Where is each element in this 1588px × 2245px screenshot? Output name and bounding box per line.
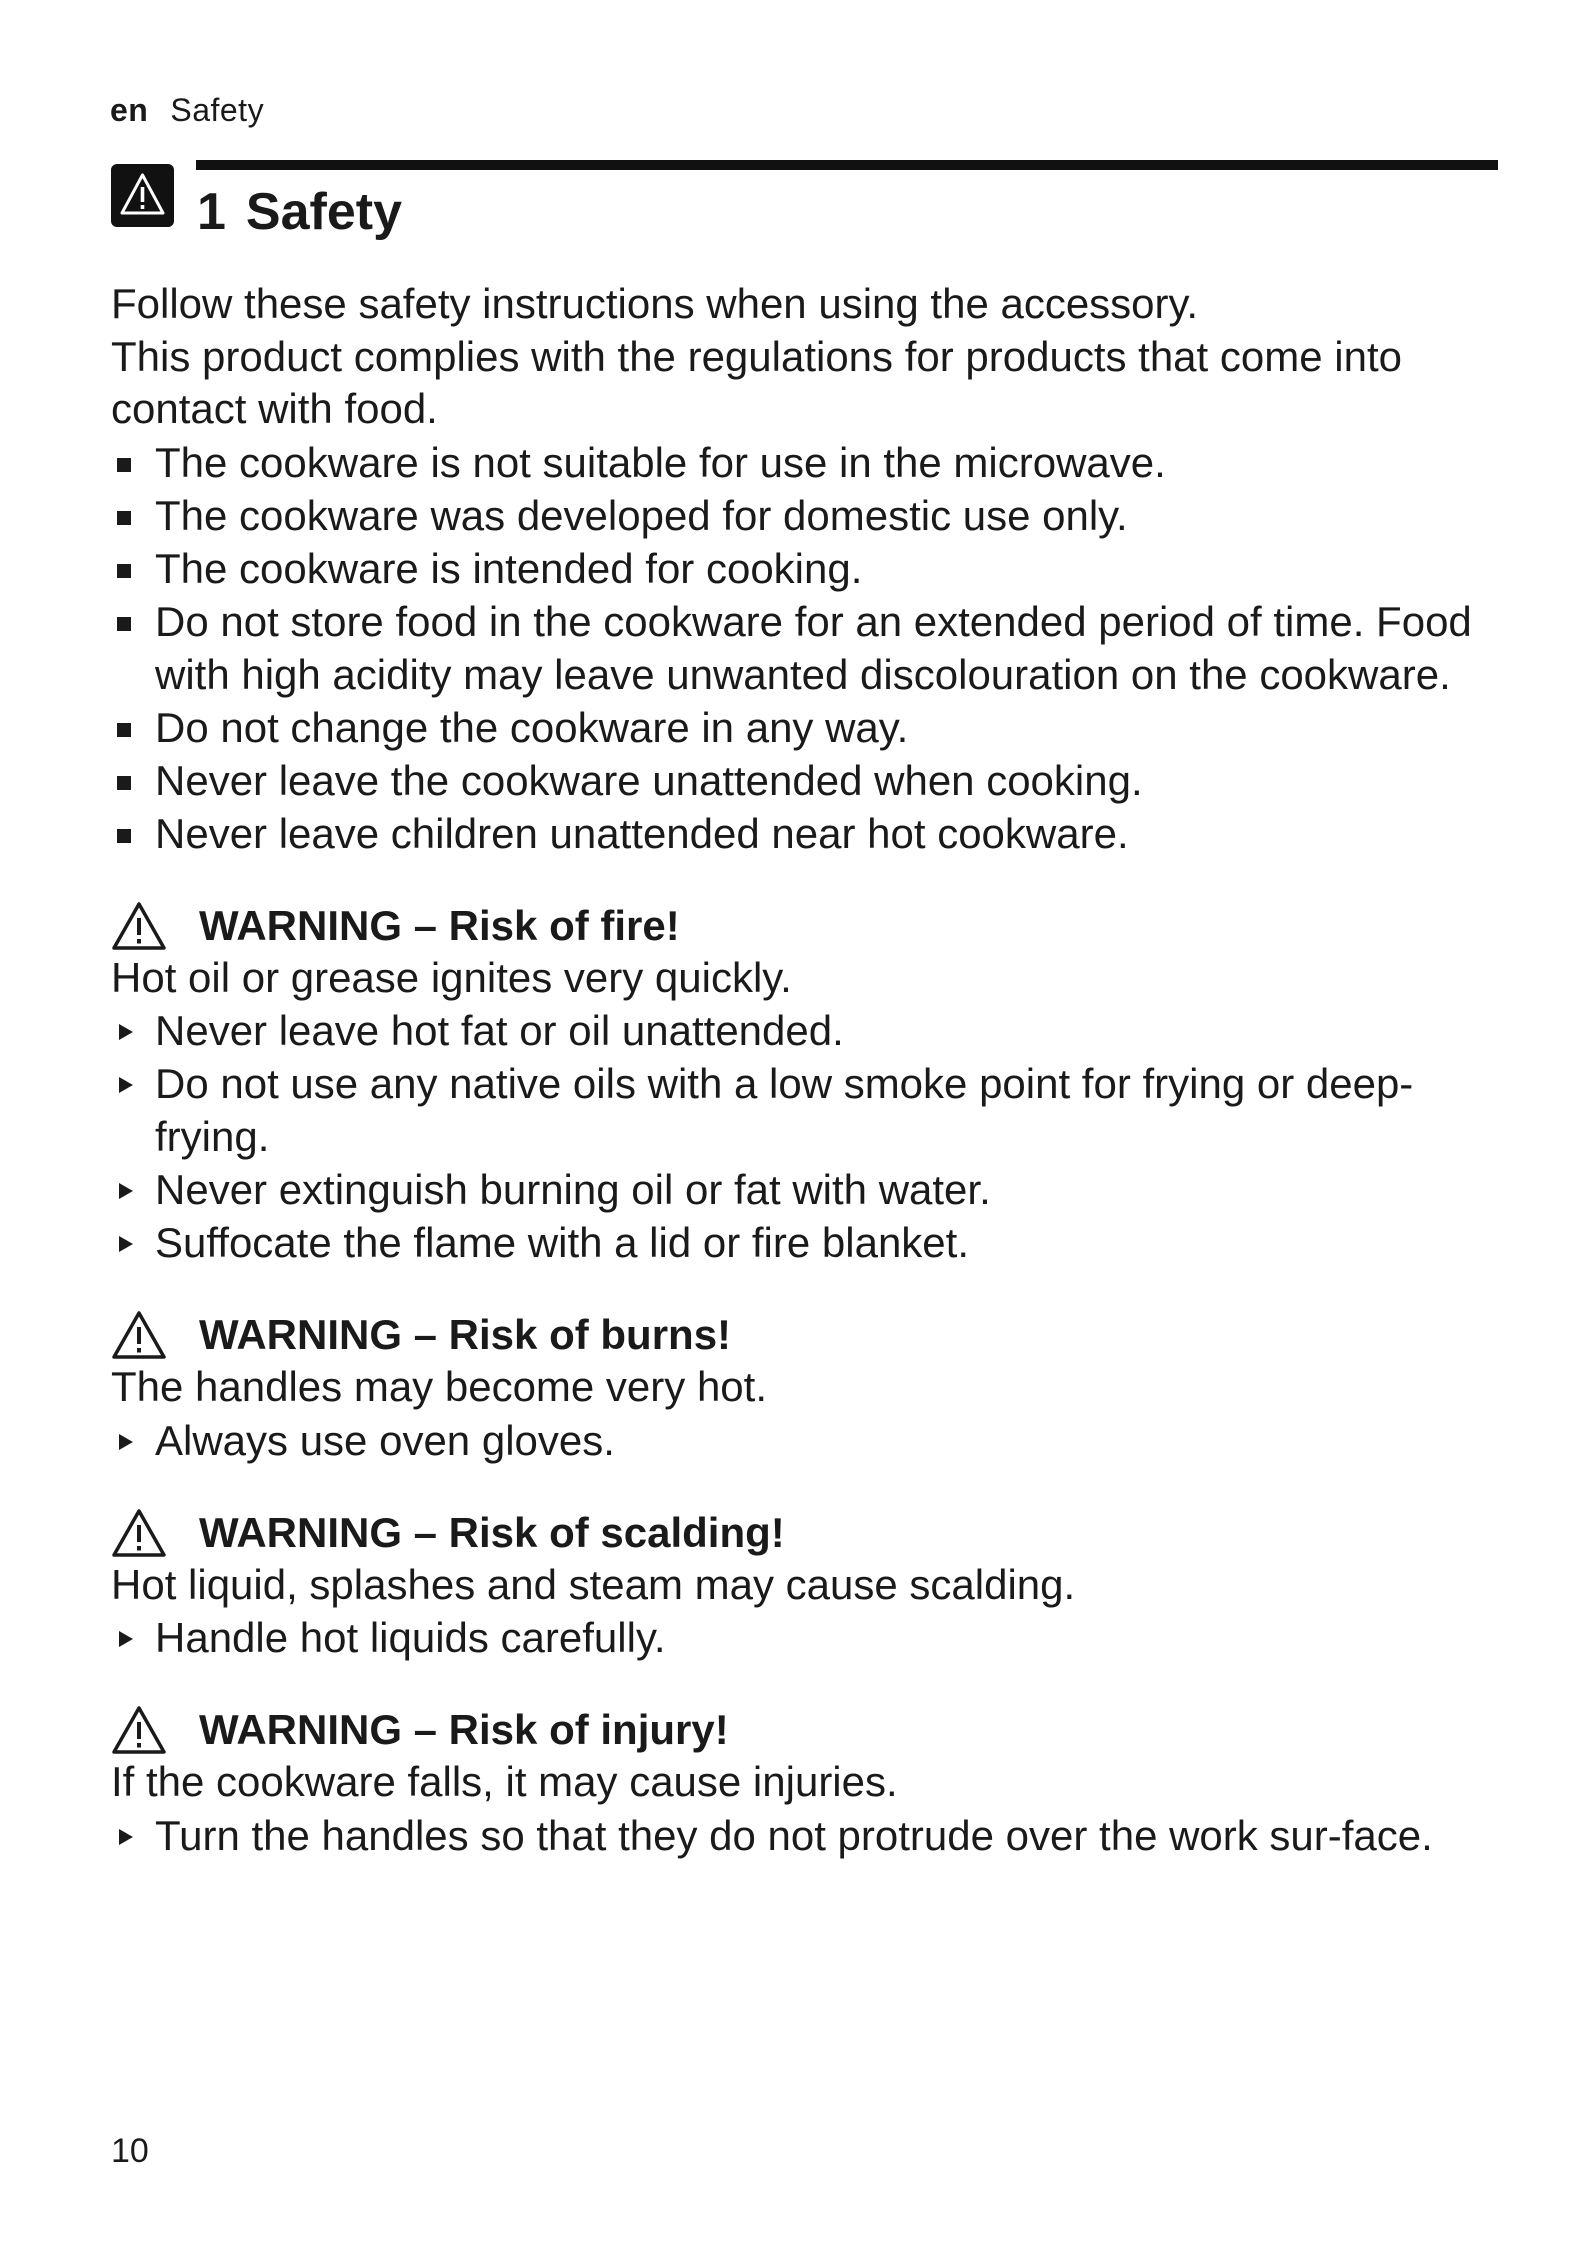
- warning-steps: [111, 1004, 1511, 1269]
- warning-steps: [111, 1414, 1511, 1467]
- step-item: Always use oven gloves.: [111, 1414, 1511, 1467]
- warning-text: Hot liquid, splashes and steam may cause scalding.: [111, 1560, 1076, 1608]
- list-item: The cookware is intended for cooking.: [111, 542, 1511, 595]
- running-header: [110, 92, 264, 129]
- warning-triangle-icon: [111, 1310, 167, 1360]
- step-item: Never leave hot fat or oil unattended.: [111, 1004, 1511, 1057]
- warning-heading-text: WARNING – Risk of burns!: [199, 1311, 732, 1358]
- warning-steps: [111, 1611, 1511, 1664]
- list-item: Never leave the cookware unattended when cooking.: [111, 754, 1511, 807]
- warning-steps: [111, 1809, 1511, 1862]
- intro-line: This product complies with the regulations for products that come into contact with food.: [111, 332, 1402, 432]
- page-title: [197, 182, 402, 242]
- step-item: Turn the handles so that they do not protrude over the work sur-face.: [111, 1809, 1525, 1862]
- warning-heading-text: WARNING – Risk of scalding!: [199, 1508, 785, 1556]
- content: [111, 278, 1511, 1862]
- list-item: Do not store food in the cookware for an extended period of time. Food with high acidity may leave unwanted discolouration on the cookware.: [111, 595, 1485, 701]
- warning-heading: [111, 1309, 1511, 1361]
- step-item: Suffocate the flame with a lid or fire blanket.: [111, 1216, 1511, 1269]
- warning-burns: [111, 1309, 1511, 1467]
- step-item: Do not use any native oils with a low smoke point for frying or deep-frying.: [111, 1057, 1455, 1163]
- step-item: Handle hot liquids carefully.: [111, 1611, 1511, 1664]
- step-item: Never extinguish burning oil or fat with water.: [111, 1163, 1511, 1216]
- list-item: Do not change the cookware in any way.: [111, 701, 1511, 754]
- section-number: 1: [197, 183, 226, 241]
- warning-triangle-icon: [111, 1705, 167, 1755]
- warning-heading-text: WARNING – Risk of injury!: [199, 1706, 729, 1753]
- safety-list: [111, 436, 1511, 860]
- section-title-text: Safety: [245, 183, 402, 241]
- intro-line: Follow these safety instructions when using the accessory.: [111, 280, 1199, 327]
- warning-heading: [111, 1507, 1511, 1559]
- warning-injury: [111, 1704, 1511, 1862]
- warning-heading: [111, 900, 1511, 952]
- list-item: The cookware is not suitable for use in the microwave.: [111, 436, 1511, 489]
- warning-text: Hot oil or grease ignites very quickly.: [111, 953, 792, 1001]
- warning-heading: [111, 1704, 1511, 1756]
- warning-triangle-icon: [111, 1508, 167, 1558]
- warning-fire: [111, 900, 1511, 1270]
- title-rule: [196, 160, 1498, 170]
- warning-text: If the cookware falls, it may cause injuries.: [111, 1758, 898, 1805]
- list-item: Never leave children unattended near hot cookware.: [111, 807, 1511, 860]
- warning-text: The handles may become very hot.: [111, 1363, 768, 1410]
- warning-box-icon: [111, 164, 174, 227]
- warning-scalding: [111, 1507, 1511, 1665]
- header-section: Safety: [170, 92, 265, 128]
- page-number: 10: [111, 2132, 149, 2170]
- warning-triangle-icon: [111, 901, 167, 951]
- warning-heading-text: WARNING – Risk of fire!: [199, 901, 680, 949]
- language-code: en: [110, 92, 149, 128]
- list-item: The cookware was developed for domestic use only.: [111, 489, 1511, 542]
